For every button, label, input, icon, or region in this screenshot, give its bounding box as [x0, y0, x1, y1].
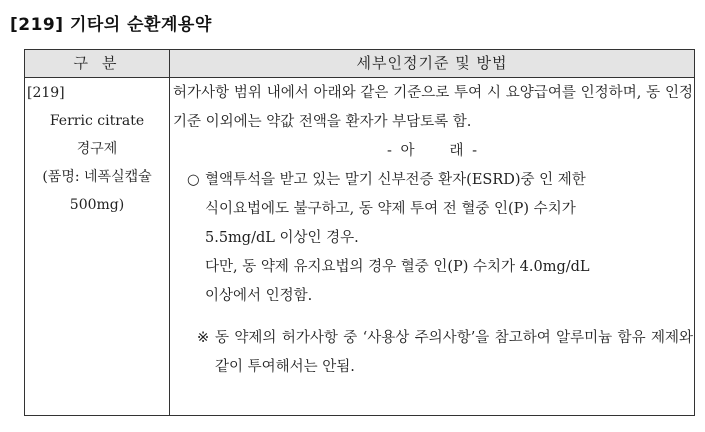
- header-criteria: 세부인정기준 및 방법: [356, 54, 508, 72]
- note-text: 동 약제의 허가사항 중 ‘사용상 주의사항’을 참고하여 알루미늄 함유 제제와 같이 투여해서는 안됨.: [215, 330, 693, 375]
- criteria-line: 다만, 동 약제 유지요법의 경우 혈중 인(P) 수치가 4.0mg/dL: [205, 259, 590, 275]
- note-item: [173, 324, 693, 382]
- product-name-line1: (품명: 네폭실캡슐: [42, 169, 152, 185]
- criteria-line: 5.5mg/dL 이상인 경우.: [205, 230, 359, 246]
- column-divider: [169, 50, 170, 415]
- drug-name: Ferric citrate: [49, 113, 145, 129]
- drug-info-cell: [25, 79, 169, 219]
- product-name-line2: 500mg): [69, 197, 125, 213]
- below-heading: - 아 래 -: [386, 143, 480, 159]
- reference-mark-icon: ※: [197, 330, 210, 346]
- criteria-line: 이상에서 인정함.: [205, 288, 313, 304]
- section-title: [219] 기타의 순환계용약: [10, 15, 212, 35]
- drug-code: [219]: [27, 85, 65, 101]
- intro-paragraph: 허가사항 범위 내에서 아래와 같은 기준으로 투여 시 요양급여를 인정하며, 동 인정기준 이외에는 약값 전액을 환자가 부담토록 함.: [173, 85, 693, 130]
- criteria-line: 식이요법에도 불구하고, 동 약제 투여 전 혈중 인(P) 수치가: [205, 201, 576, 217]
- drug-form: 경구제: [76, 141, 118, 157]
- circle-bullet-icon: ○: [187, 172, 200, 188]
- table-header-row: [25, 50, 694, 78]
- criteria-item: [173, 166, 693, 311]
- criteria-cell: [173, 79, 693, 382]
- criteria-line: 혈액투석을 받고 있는 말기 신부전증 환자(ESRD)중 인 제한: [205, 172, 586, 188]
- header-category: 구분: [73, 54, 131, 72]
- criteria-table: [24, 49, 695, 416]
